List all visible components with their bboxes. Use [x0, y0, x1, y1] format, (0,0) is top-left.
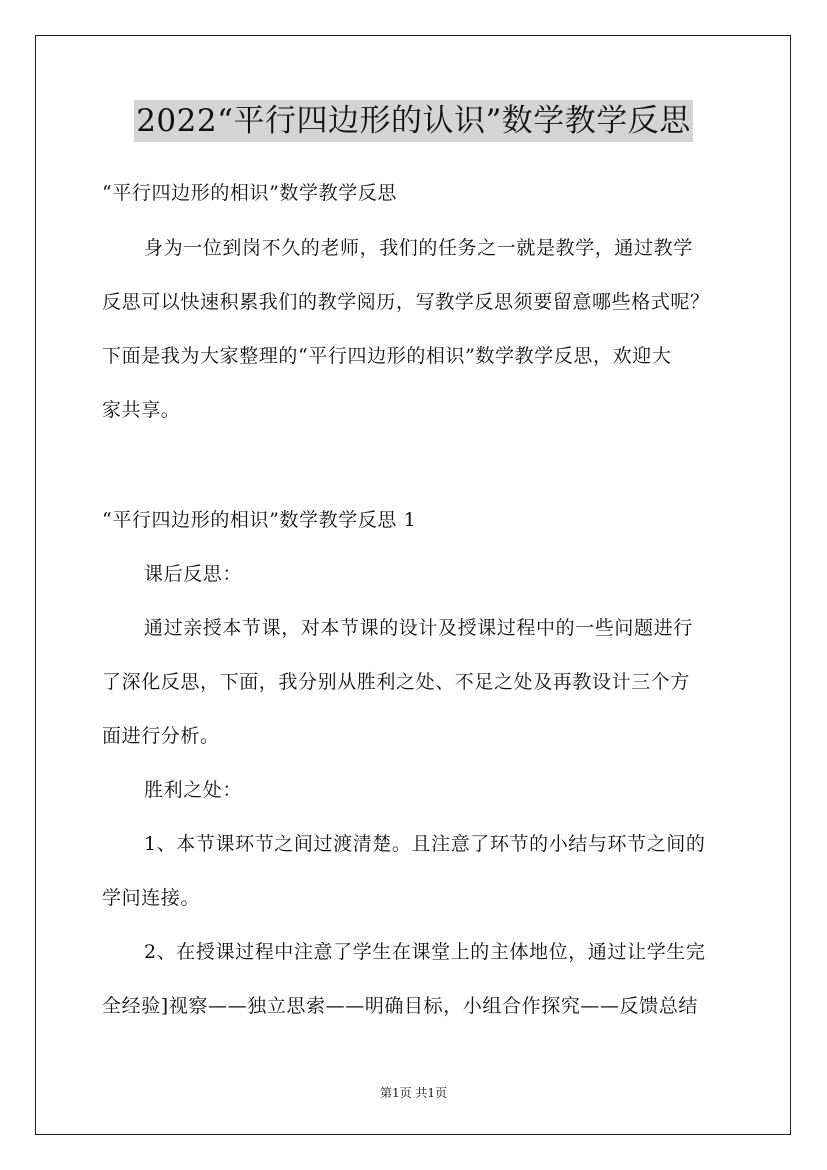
- analysis-line-3: 面进行分析。: [102, 725, 220, 747]
- point2-line-2: 全经验]视察——独立思索——明确目标，小组合作探究——反馈总结: [102, 995, 699, 1017]
- document-title: 2022“平行四边形的认识”数学教学反思: [134, 100, 693, 142]
- intro-line-2: 反思可以快速积累我们的教学阅历，写教学反思须要留意哪些格式呢？: [102, 291, 710, 313]
- success-heading: 胜利之处：: [144, 779, 243, 801]
- point1-line-2: 学问连接。: [102, 887, 201, 909]
- after-class-heading: 课后反思：: [144, 563, 243, 585]
- title-wrap: [0, 100, 827, 142]
- point2-line-1: 2、在授课过程中注意了学生在课堂上的主体地位，通过让学生完: [144, 941, 706, 963]
- point1-line-1: 1、本节课环节之间过渡清楚。且注意了环节的小结与环节之间的: [144, 833, 706, 855]
- analysis-line-2: 了深化反思，下面，我分别从胜利之处、不足之处及再教设计三个方: [102, 671, 691, 693]
- subtitle: “平行四边形的相识”数学教学反思: [102, 182, 398, 204]
- intro-line-4: 家共享。: [102, 399, 181, 421]
- intro-line-3: 下面是我为大家整理的“平行四边形的相识”数学教学反思，欢迎大: [102, 345, 672, 367]
- page-footer: 第1页 共1页: [379, 1086, 448, 1100]
- analysis-line-1: 通过亲授本节课，对本节课的设计及授课过程中的一些问题进行: [144, 617, 693, 639]
- intro-line-1: 身为一位到岗不久的老师，我们的任务之一就是教学，通过教学: [144, 237, 693, 259]
- section-heading: “平行四边形的相识”数学教学反思 1: [102, 509, 417, 531]
